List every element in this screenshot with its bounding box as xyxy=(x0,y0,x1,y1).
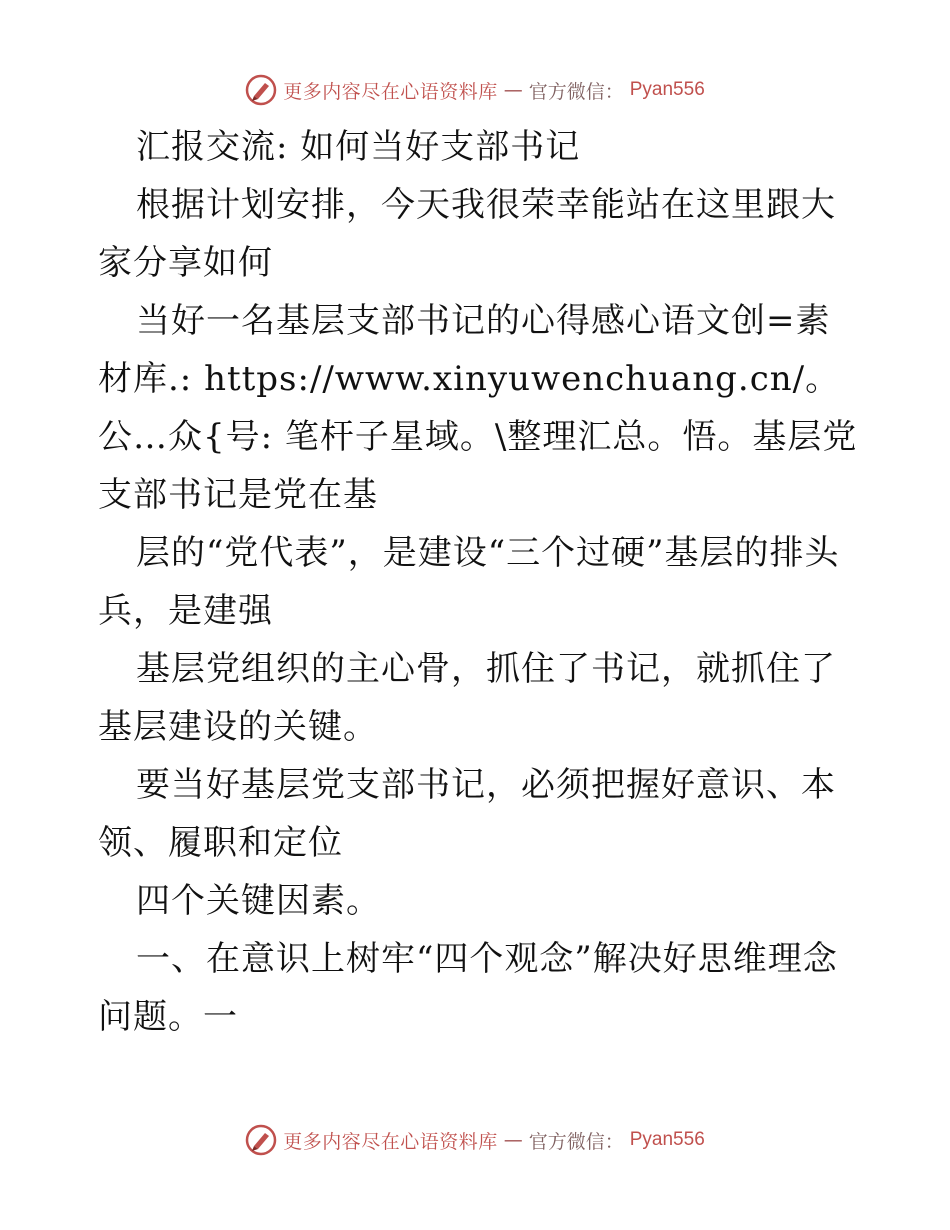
watermark-site-text: 更多内容尽在心语资料库 xyxy=(283,1130,498,1153)
paragraph: 一、在意识上树牢“四个观念”解决好思维理念问题。一 xyxy=(98,939,838,1037)
watermark-wechat-label: 官方微信： xyxy=(528,1130,624,1153)
document-title: 汇报交流: 如何当好支部书记 xyxy=(136,127,581,167)
paragraph: 基层党组织的主心骨，抓住了书记，就抓住了基层建设的关键。 xyxy=(98,649,836,747)
paragraph: 当好一名基层支部书记的心得感心语文创=素材库.: https://www.xinyuwenchuang.cn/。公…众{号: 笔杆子星域。\整理汇总。悟。基层党支部书记是党在基 xyxy=(98,301,858,515)
paragraph: 四个关键因素。 xyxy=(136,881,381,921)
pen-logo-icon xyxy=(245,74,277,106)
pen-logo-icon xyxy=(245,1124,277,1156)
document-body xyxy=(98,118,858,1046)
footer-watermark xyxy=(0,1122,950,1158)
paragraph: 要当好基层党支部书记，必须把握好意识、本领、履职和定位 xyxy=(98,765,836,863)
watermark-wechat-label: 官方微信： xyxy=(528,80,624,103)
paragraph: 层的“党代表”，是建设“三个过硬”基层的排头兵，是建强 xyxy=(98,533,840,631)
paragraph: 根据计划安排，今天我很荣幸能站在这里跟大家分享如何 xyxy=(98,185,836,283)
watermark-dash: — xyxy=(503,79,523,101)
watermark-wechat-id: Pyan556 xyxy=(629,79,705,100)
header-watermark xyxy=(0,72,950,108)
watermark-wechat-id: Pyan556 xyxy=(629,1129,705,1150)
watermark-dash: — xyxy=(503,1129,523,1151)
watermark-site-text: 更多内容尽在心语资料库 xyxy=(283,80,498,103)
